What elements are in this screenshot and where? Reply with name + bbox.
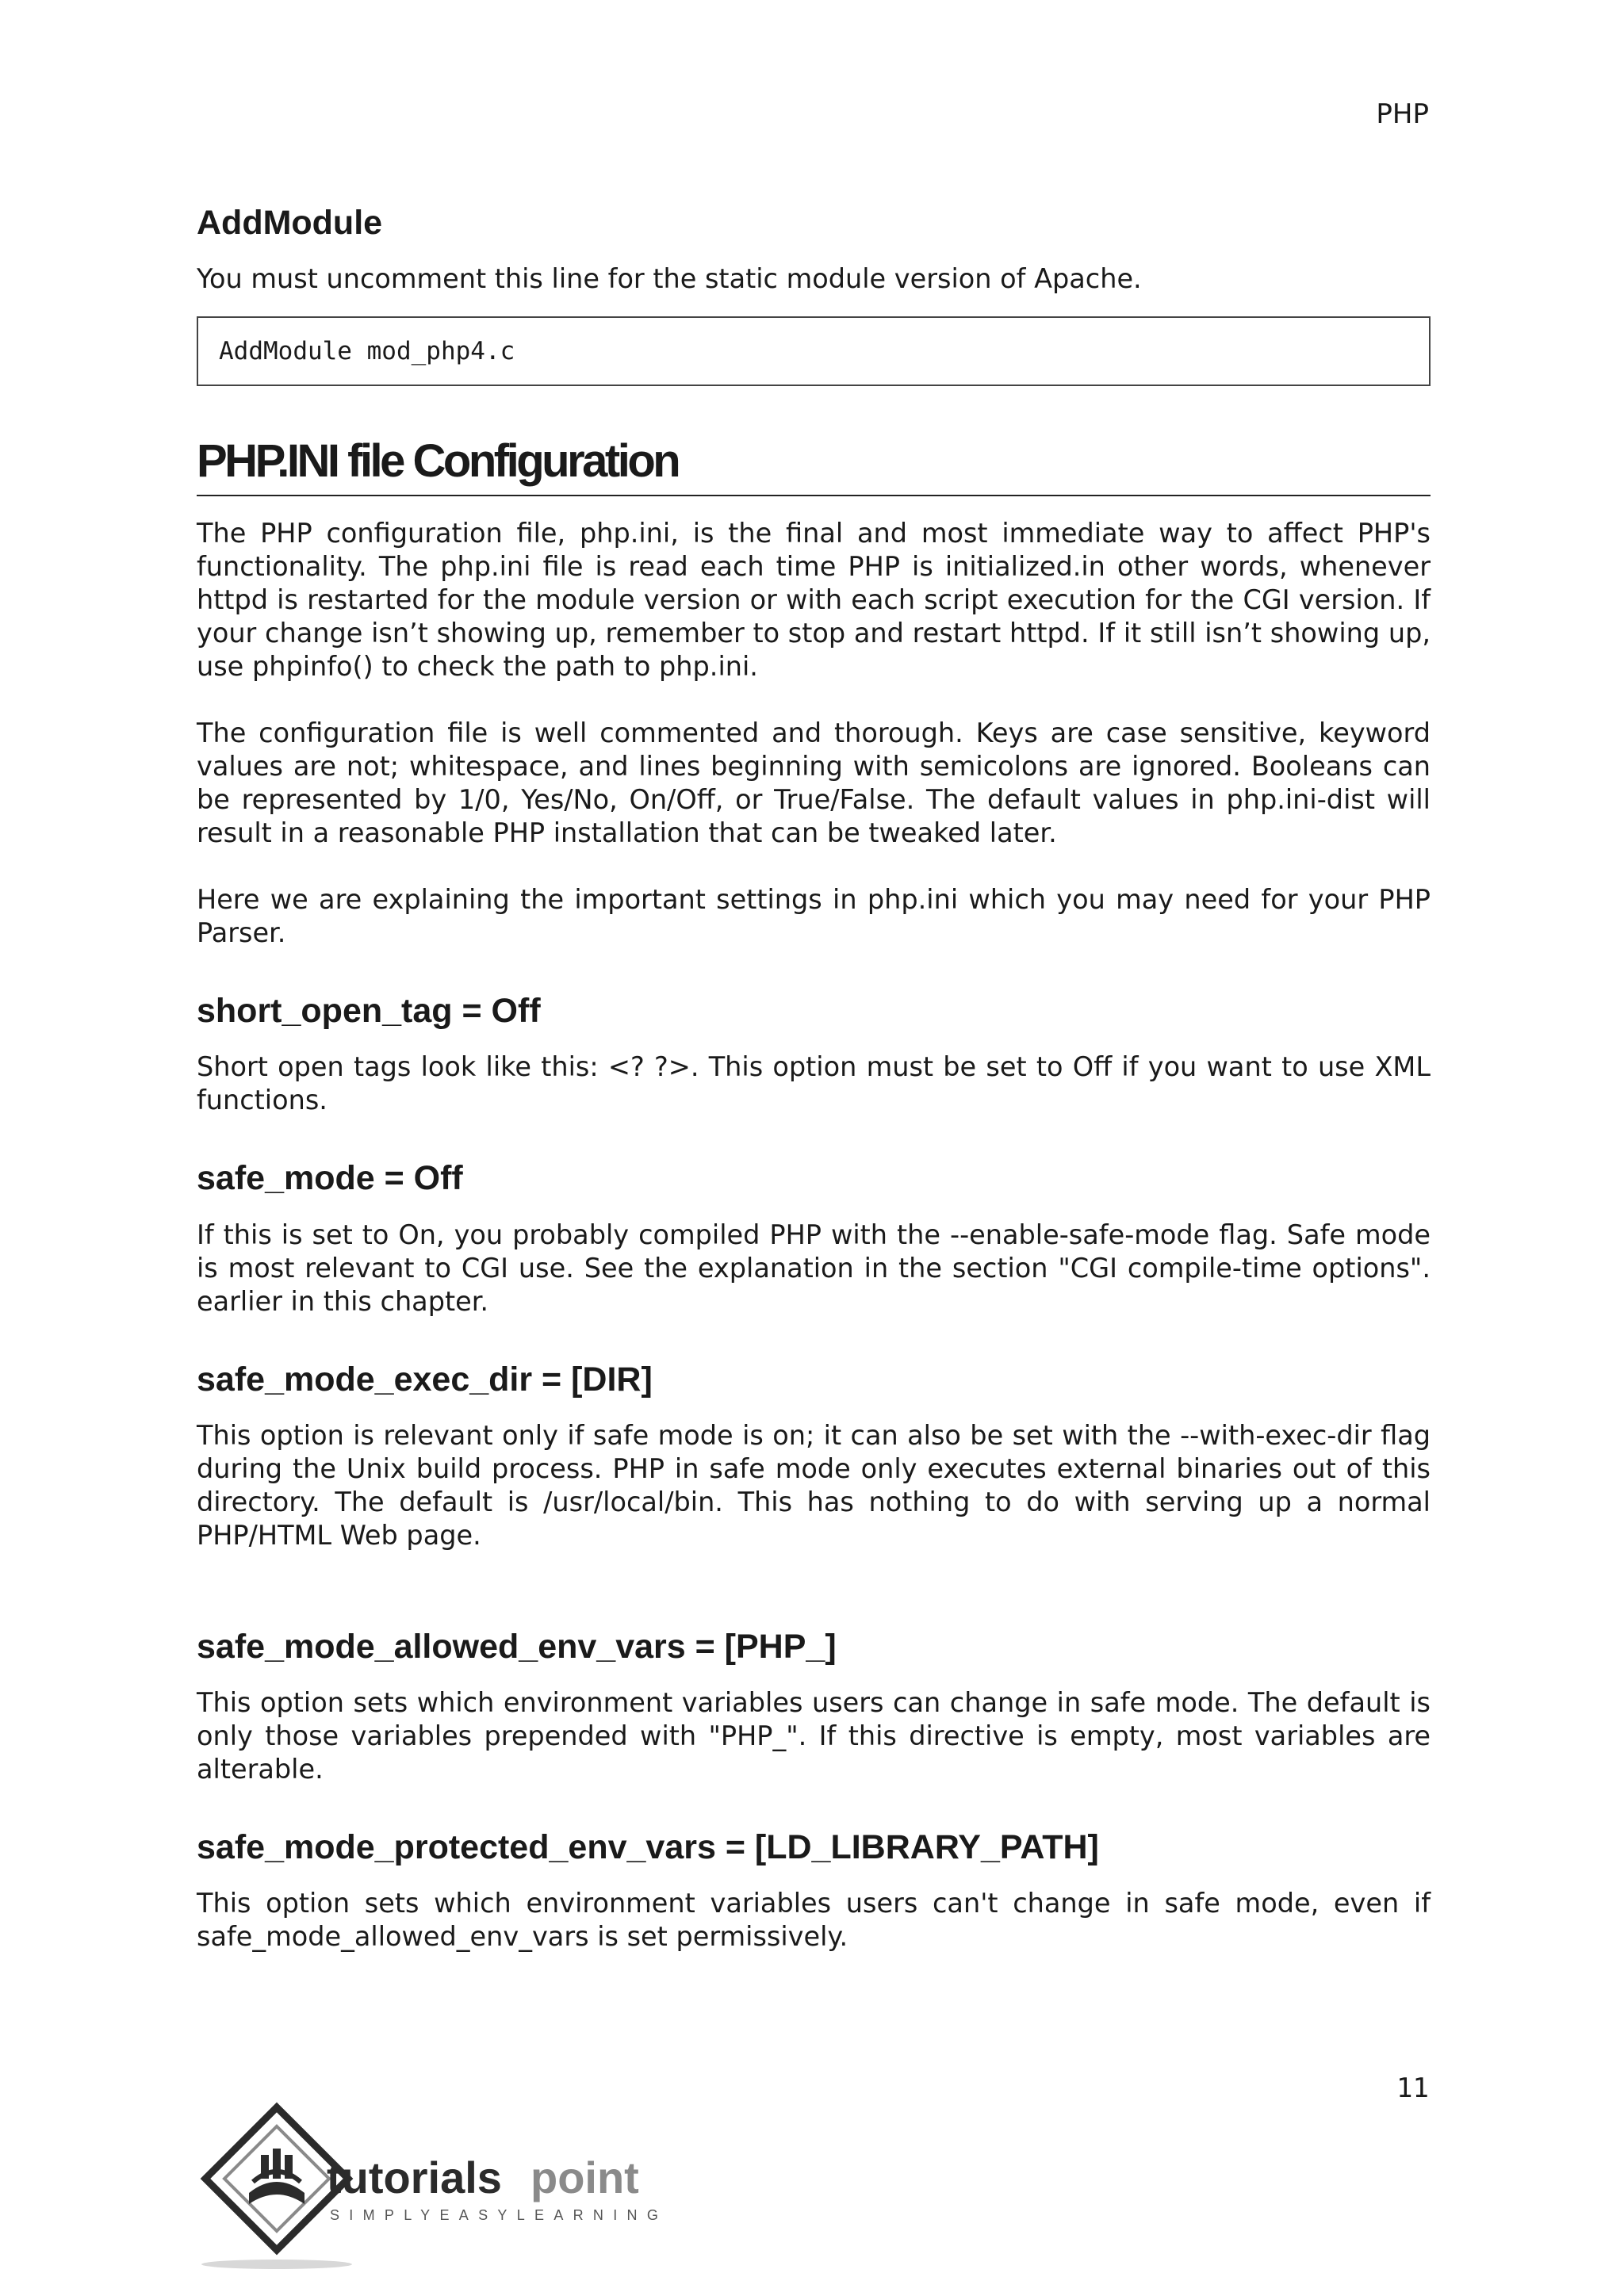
- logo-brand-left: tutorials: [327, 2152, 502, 2202]
- heading-safe-mode-allowed-env-vars: safe_mode_allowed_env_vars = [PHP_]: [197, 1627, 837, 1666]
- heading-safe-mode-protected-env-vars: safe_mode_protected_env_vars = [LD_LIBRARY_PATH]: [197, 1828, 1099, 1867]
- paragraph-safe-mode: If this is set to On, you probably compiled PHP with the --enable-safe-mode flag. Safe mode is most relevant to CGI use. See the explanation in the section "CGI compile-time options". earlier in this chapter.: [197, 1219, 1431, 1317]
- paragraph-phpini-3: Here we are explaining the important settings in php.ini which you may need for your PHP Parser.: [197, 883, 1431, 948]
- page-content: [197, 205, 1431, 1954]
- paragraph-phpini-2: The configuration file is well commented and thorough. Keys are case sensitive, keyword values are not; whitespace, and lines beginning with semicolons are ignored. Booleans can be represented by 1/0, Yes/No, On/Off, or True/False. The default values in php.ini-dist will result in a reasonable PHP installation that can be tweaked later.: [197, 717, 1431, 848]
- paragraph-safe-mode-protected-env-vars: This option sets which environment variables users can't change in safe mode, even if safe_mode_allowed_env_vars is set permissively.: [197, 1888, 1431, 1953]
- heading-safe-mode-exec-dir: safe_mode_exec_dir = [DIR]: [197, 1360, 653, 1399]
- paragraph-short-open-tag: Short open tags look like this: <? ?>. This option must be set to Off if you want to use XML functions.: [197, 1051, 1431, 1116]
- running-header: PHP: [1376, 98, 1429, 130]
- heading-short-open-tag: short_open_tag = Off: [197, 991, 541, 1030]
- paragraph-safe-mode-allowed-env-vars: This option sets which environment variables users can change in safe mode. The default is only those variables prepended with "PHP_". If this directive is empty, most variables are alterable.: [197, 1687, 1431, 1785]
- logo-brand-right: point: [530, 2152, 639, 2202]
- heading-safe-mode: safe_mode = Off: [197, 1159, 463, 1198]
- logo-tagline: SIMPLYEASYLEARNING: [330, 2207, 668, 2223]
- tutorialspoint-logo: [193, 2099, 669, 2274]
- paragraph-safe-mode-exec-dir: This option is relevant only if safe mode is on; it can also be set with the --with-exec-dir flag during the Unix build process. PHP in safe mode only executes external binaries out of this directory. The default is /usr/local/bin. This has nothing to do with serving up a normal PHP/HTML Web page.: [197, 1419, 1431, 1551]
- chapter-heading-php-ini: PHP.INI file Configuration: [197, 435, 1431, 496]
- page-number: 11: [1396, 2072, 1429, 2104]
- code-block: AddModule mod_php4.c: [197, 316, 1431, 386]
- heading-addmodule: AddModule: [197, 204, 383, 242]
- paragraph-phpini-1: The PHP configuration file, php.ini, is the final and most immediate way to affect PHP's functionality. The php.ini file is read each time PHP is initialized.in other words, whenever httpd is restarted for the module version or with each script execution for the CGI version. If your change isn’t showing up, remember to stop and restart httpd. If it still isn’t showing up, use phpinfo() to check the path to php.ini.: [197, 517, 1431, 682]
- paragraph-addmodule: You must uncomment this line for the static module version of Apache.: [197, 263, 1142, 295]
